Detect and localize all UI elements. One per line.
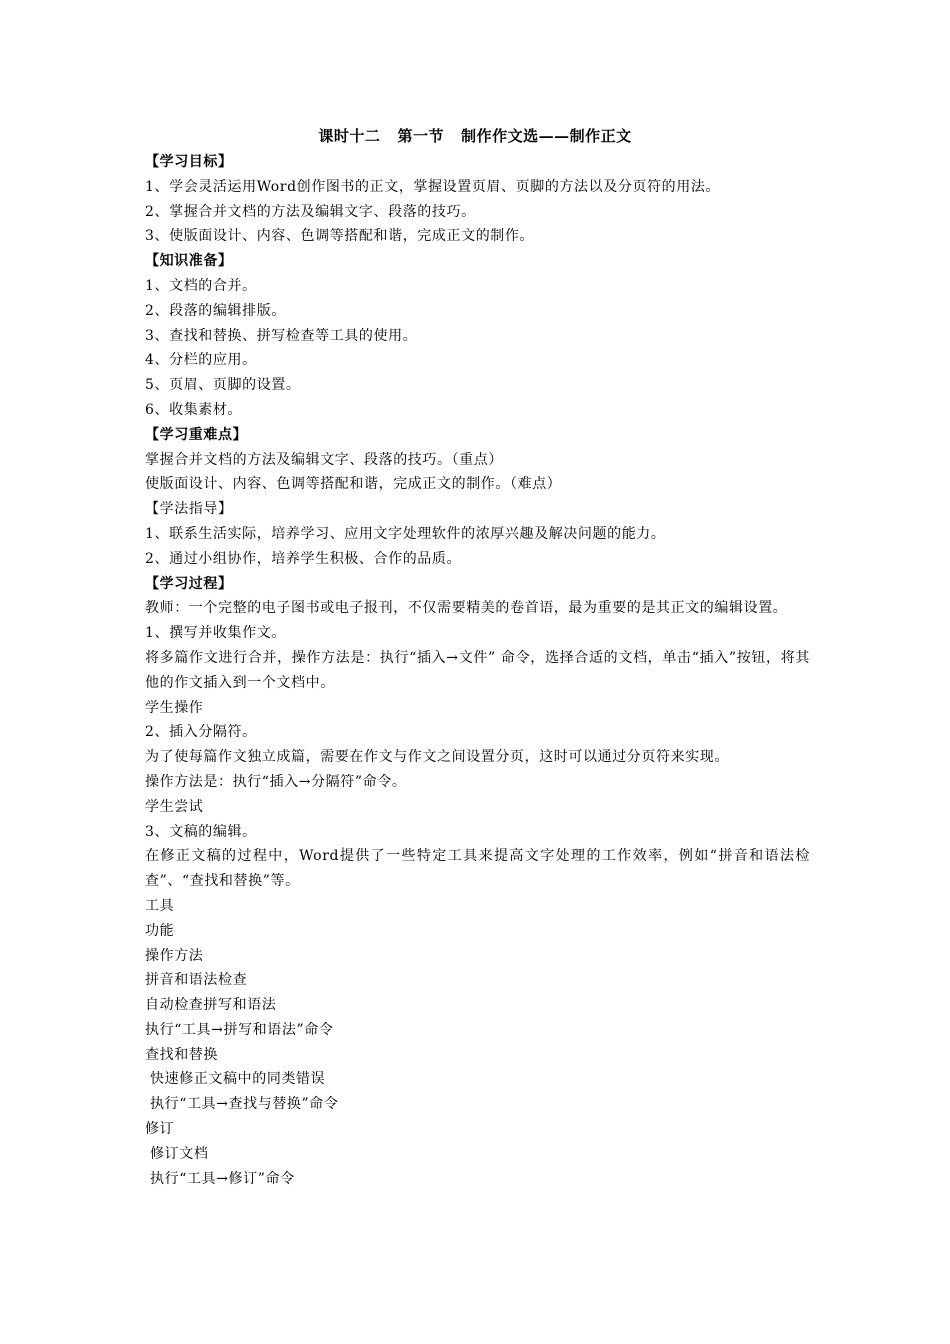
text-line: 功能: [145, 922, 175, 939]
text-line: 【学法指导】: [145, 501, 233, 518]
document-body: [145, 150, 810, 1191]
text-line: 执行“工具→修订”命令: [145, 1170, 295, 1187]
document-title: 课时十二 第一节 制作作文选——制作正文: [318, 127, 632, 145]
text-line: 5、页眉、页脚的设置。: [145, 377, 301, 394]
text-line: 2、掌握合并文档的方法及编辑文字、段落的技巧。: [145, 203, 476, 220]
text-line: 执行“工具→拼写和语法”命令: [145, 1021, 334, 1038]
text-line: 工具: [145, 897, 175, 914]
text-line: 3、查找和替换、拼写检查等工具的使用。: [145, 327, 418, 344]
section-heading: 【知识准备】: [145, 253, 233, 270]
text-line: 2、段落的编辑排版。: [145, 302, 286, 319]
text-line: 学生尝试: [145, 798, 204, 815]
text-line: 在修正文稿的过程中，Word提供了一些特定工具来提高文字处理的工作效率，例如“拼音和语法检查”、“查找和替换”等。: [145, 848, 810, 890]
text-line: 2、通过小组协作，培养学生积极、合作的品质。: [145, 550, 462, 567]
text-line: 3、文稿的编辑。: [145, 823, 257, 840]
text-line: 6、收集素材。: [145, 401, 243, 418]
text-line: 1、联系生活实际，培养学习、应用文字处理软件的浓厚兴趣及解决问题的能力。: [145, 525, 666, 542]
text-line: 教师：一个完整的电子图书或电子报刊，不仅需要精美的卷首语，最为重要的是其正文的编辑设置。: [145, 600, 788, 617]
text-line: 1、文档的合并。: [145, 277, 257, 294]
text-line: 1、撰写并收集作文。: [145, 625, 286, 642]
text-line: 拼音和语法检查: [145, 972, 248, 989]
text-line: 将多篇作文进行合并，操作方法是：执行“插入→文件” 命令，选择合适的文档，单击“插入”按钮，将其他的作文插入到一个文档中。: [145, 649, 810, 691]
text-line: 执行“工具→查找与替换”命令: [145, 1096, 339, 1113]
text-line: 查找和替换: [145, 1046, 218, 1063]
text-line: 修订文档: [145, 1145, 209, 1162]
text-line: 3、使版面设计、内容、色调等搭配和谐，完成正文的制作。: [145, 228, 535, 245]
text-line: 使版面设计、内容、色调等搭配和谐，完成正文的制作。（难点）: [145, 476, 562, 493]
text-line: 2、插入分隔符。: [145, 724, 257, 741]
text-line: 1、学会灵活运用Word创作图书的正文，掌握设置页眉、页脚的方法以及分页符的用法。: [145, 178, 721, 195]
text-line: 修订: [145, 1121, 175, 1138]
section-heading: 【学习过程】: [145, 575, 233, 592]
text-line: 掌握合并文档的方法及编辑文字、段落的技巧。（重点）: [145, 451, 503, 468]
text-line: 4、分栏的应用。: [145, 352, 257, 369]
text-line: 学生操作: [145, 699, 204, 716]
text-line: 为了使每篇作文独立成篇，需要在作文与作文之间设置分页，这时可以通过分页符来实现。: [145, 749, 729, 766]
text-line: 快速修正文稿中的同类错误: [145, 1071, 326, 1088]
text-line: 操作方法: [145, 947, 204, 964]
text-line: 自动检查拼写和语法: [145, 997, 277, 1014]
section-heading: 【学习重难点】: [145, 426, 248, 443]
text-line: 操作方法是：执行“插入→分隔符”命令。: [145, 773, 407, 790]
section-heading: 【学习目标】: [145, 154, 233, 170]
